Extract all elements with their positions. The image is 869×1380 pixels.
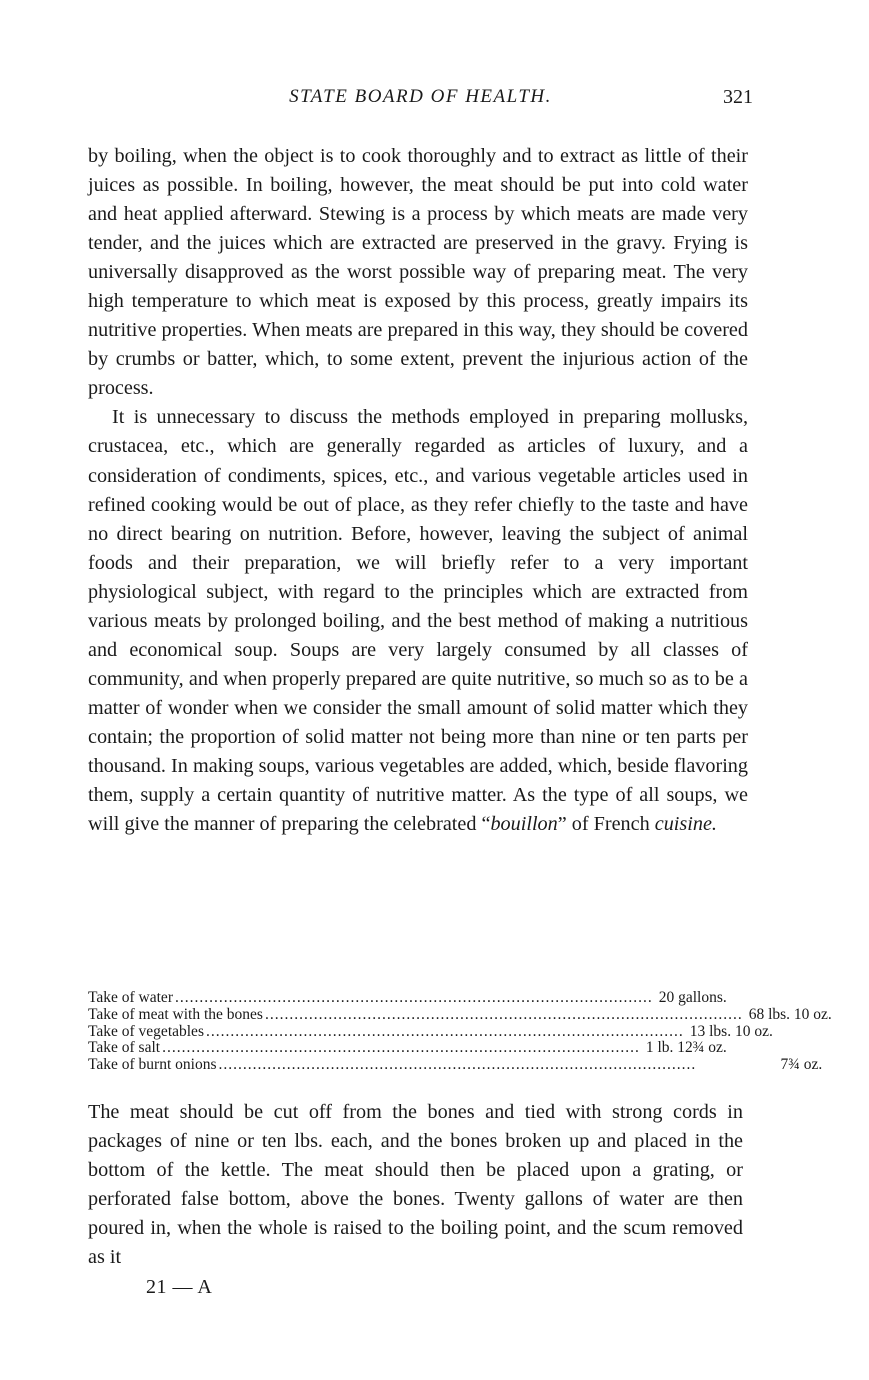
signature-mark: 21 — A [146,1276,213,1298]
recipe-row [88,1005,832,1024]
leader-dots: .................................................................................................. [162,1039,640,1057]
cuisine-term: cuisine. [654,813,717,836]
body-text [88,142,748,839]
recipe-ingredient: Take of meat with the bones [88,1005,263,1023]
bouillon-term: bouillon [490,813,558,836]
leader-dots: .................................................................................................. [205,1022,684,1040]
running-title: STATE BOARD OF HEALTH. [289,86,552,107]
recipe-row [88,1040,743,1057]
leader-dots: .................................................................................................. [264,1005,743,1023]
recipe-ingredient: Take of vegetables [88,1022,204,1040]
recipe-ingredient: Take of water [88,989,173,1006]
running-head [88,86,753,116]
leader-dots: .................................................................................................. [174,989,653,1006]
recipe-row [88,990,743,1007]
recipe-amount: 68 lbs. 10 oz. [748,1005,832,1023]
paragraph-soups-connector: ” of French [557,813,655,836]
recipe-amount: 1 lb. 12¾ oz. [645,1039,727,1057]
recipe-ingredient: Take of salt [88,1039,161,1057]
recipe-row [88,1022,773,1041]
closing-text [88,1098,743,1272]
paragraph-soups-text: It is unnecessary to discuss the methods employed in preparing mollusks, crustacea, etc., which are generally regarded as articles of luxury, and a consideration of condiments, spices, etc., and various vegetable articles used in refined cooking would be out of place, as they refer chiefly to the taste and have no direct bearing on nutrition. Before, however, leaving the subject of animal foods and their preparation, we will briefly refer to a very important physiological subject, with regard to the principles which are extracted from various meats by prolonged boiling, and the best method of making a nutritious and economical soup. Soups are very largely consumed by all classes of community, and when properly prepared are quite nutritive, so much so as to be a matter of wonder when we consider the small amount of solid matter which they contain; the proportion of solid matter not being more than nine or ten parts per thousand. In making soups, various vegetables are added, which, beside flavoring them, supply a certain quantity of nutritive matter. As the type of all soups, we will give the manner of preparing the celebrated “ [88,406,748,836]
recipe-table [88,989,832,1074]
paragraph-soups [88,403,748,839]
recipe-amount: 7¾ oz. [780,1056,823,1074]
recipe-amount: 13 lbs. 10 oz. [689,1022,773,1040]
recipe-row [88,1056,823,1074]
leader-dots: .................................................................................................. [218,1056,697,1074]
paragraph-soup-preparation: The meat should be cut off from the bones and tied with strong cords in packages of nine or ten lbs. each, and the bones broken up and placed in the bottom of the kettle. The meat should then be placed upon a grating, or perforated false bottom, above the bones. Twenty gallons of water are then poured in, when the whole is raised to the boiling point, and the scum removed as it [88,1101,743,1269]
page-number: 321 [723,86,753,108]
paragraph-cooking-methods: by boiling, when the object is to cook thoroughly and to extract as little of their juices as possible. In boiling, however, the meat should be put into cold water and heat applied afterward. Stewing is a process by which meats are made very tender, and the juices which are extracted are preserved in the gravy. Frying is universally disapproved as the worst possible way of preparing meat. The very high temperature to which meat is exposed by this process, greatly impairs its nutritive properties. When meats are prepared in this way, they should be covered by crumbs or batter, which, to some extent, prevent the injurious action of the process. [88,145,748,400]
recipe-amount: 20 gallons. [658,989,727,1006]
recipe-ingredient: Take of burnt onions [88,1056,217,1074]
